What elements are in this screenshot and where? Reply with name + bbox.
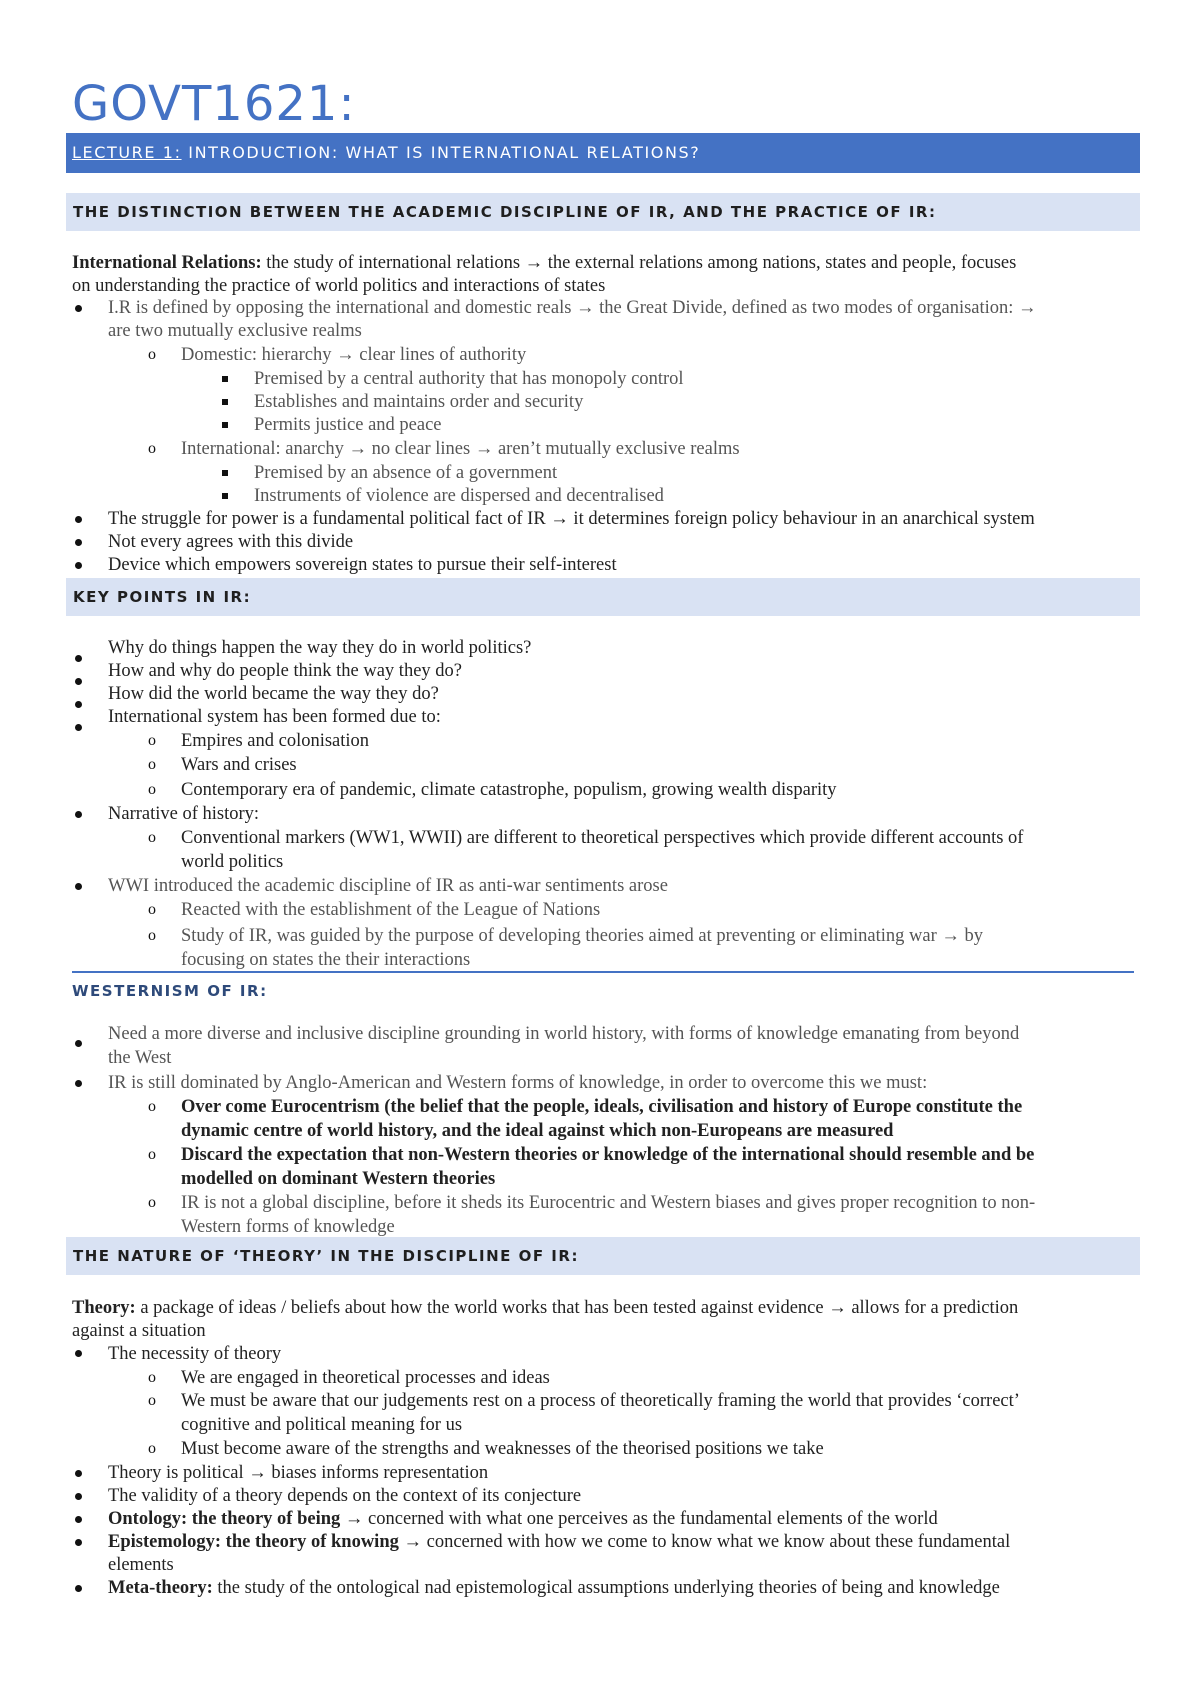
definition-term: Theory: [72,1298,136,1318]
list-item [108,1577,1000,1599]
bullet-circle: o [148,901,156,918]
lecture-label: LECTURE 1: [72,143,182,162]
list-item: Empires and colonisation [181,731,370,751]
bullet-dot [75,655,82,662]
list-item: Contemporary era of pandemic, climate catastrophe, populism, growing wealth disparity [181,780,837,800]
bullet-square [222,470,228,476]
list-item: Permits justice and peace [254,415,442,435]
list-item: Not every agrees with this divide [108,532,354,552]
bullet-dot [75,811,82,818]
list-item: Reacted with the establishment of the League of Nations [181,900,601,920]
list-item: Domestic: hierarchy → clear lines of authority [181,345,527,365]
definition-ir [72,252,1016,274]
list-item: Must become aware of the strengths and weaknesses of the theorised positions we take [181,1439,824,1459]
list-item-cont: are two mutually exclusive realms [108,321,362,341]
term-text: the study of the ontological nad epistemological assumptions underlying theories of being and knowledge [212,1578,1000,1598]
lecture-banner [66,133,1140,173]
bullet-dot [75,678,82,685]
list-item: International: anarchy → no clear lines → aren’t mutually exclusive realms [181,439,740,459]
list-item: Wars and crises [181,755,297,775]
bullet-circle: o [148,440,156,457]
list-item: Narrative of history: [108,804,260,824]
list-item: Conventional markers (WW1, WWII) are different to theoretical perspectives which provide different accounts of [181,828,1024,848]
list-item: We must be aware that our judgements rest on a process of theoretically framing the world that provides ‘correct’ [181,1391,1020,1411]
bullet-square [222,376,228,382]
bullet-dot [75,305,82,312]
list-item [108,1508,938,1530]
term-epistemology: Epistemology: the theory of knowing [108,1532,399,1552]
section-heading-westernism: WESTERNISM OF IR: [72,982,268,1000]
list-item: Instruments of violence are dispersed and decentralised [254,486,664,506]
bullet-dot [75,1470,82,1477]
bullet-dot [75,701,82,708]
list-item: Study of IR, was guided by the purpose of developing theories aimed at preventing or eliminating war → by [181,926,984,946]
list-item-cont: Western forms of knowledge [181,1217,395,1237]
bullet-dot [75,1350,82,1357]
bullet-dot [75,516,82,523]
term-ontology: Ontology: the theory of being [108,1509,341,1529]
bullet-dot [75,1040,82,1047]
bullet-circle: o [148,1194,156,1211]
bullet-circle: o [148,1440,156,1457]
bullet-circle: o [148,1098,156,1115]
definition-ir-cont: on understanding the practice of world politics and interactions of states [72,276,606,296]
bullet-dot [75,1539,82,1546]
list-item: The struggle for power is a fundamental political fact of IR → it determines foreign policy behaviour in an anarchical system [108,509,1035,529]
list-item: Premised by an absence of a government [254,463,558,483]
list-item-cont: world politics [181,852,284,872]
bullet-circle: o [148,927,156,944]
bullet-square [222,399,228,405]
document-title: GOVT1621: [72,76,356,132]
bullet-dot [75,1585,82,1592]
bullet-circle: o [148,346,156,363]
list-item: IR is not a global discipline, before it sheds its Eurocentric and Western biases and gives proper recognition to non- [181,1193,1036,1213]
bullet-square [222,422,228,428]
list-item: Establishes and maintains order and security [254,392,584,412]
list-item: Why do things happen the way they do in world politics? [108,638,532,658]
bullet-dot [75,724,82,731]
list-item: IR is still dominated by Anglo-American and Western forms of knowledge, in order to overcome this we must: [108,1073,928,1093]
term-text: → concerned with how we come to know what we know about these fundamental [398,1532,1011,1552]
list-item: The validity of a theory depends on the context of its conjecture [108,1486,582,1506]
bullet-circle: o [148,756,156,773]
definition-term: International Relations: [72,253,262,273]
bullet-dot [75,1080,82,1087]
term-meta-theory: Meta-theory: [108,1578,213,1598]
list-item-cont: the West [108,1048,172,1068]
list-item: Device which empowers sovereign states to pursue their self-interest [108,555,617,575]
bullet-dot [75,539,82,546]
section-divider [72,971,1134,973]
list-item: The necessity of theory [108,1344,282,1364]
bullet-dot [75,883,82,890]
section-heading-key-points: KEY POINTS IN IR: [66,578,1140,616]
list-item: Need a more diverse and inclusive discipline grounding in world history, with forms of knowledge emanating from beyond [108,1024,1020,1044]
definition-theory [72,1297,1018,1319]
list-item: WWI introduced the academic discipline of IR as anti-war sentiments arose [108,876,668,896]
list-item: Discard the expectation that non-Western theories or knowledge of the international should resemble and be [181,1145,1035,1165]
list-item [108,1531,1010,1553]
definition-text: a package of ideas / beliefs about how the world works that has been tested against evidence → allows for a prediction [135,1298,1019,1318]
list-item-cont: cognitive and political meaning for us [181,1415,463,1435]
bullet-dot [75,562,82,569]
list-item: We are engaged in theoretical processes and ideas [181,1368,550,1388]
list-item: How did the world became the way they do? [108,684,439,704]
section-heading-theory: THE NATURE OF ‘THEORY’ IN THE DISCIPLINE OF IR: [66,1237,1140,1275]
bullet-circle: o [148,1392,156,1409]
list-item-cont: elements [108,1555,174,1575]
bullet-circle: o [148,1146,156,1163]
bullet-circle: o [148,1369,156,1386]
bullet-circle: o [148,829,156,846]
list-item-cont: modelled on dominant Western theories [181,1169,496,1189]
list-item-cont: dynamic centre of world history, and the ideal against which non-Europeans are measured [181,1121,894,1141]
list-item: Theory is political → biases informs representation [108,1463,489,1483]
list-item: I.R is defined by opposing the international and domestic reals → the Great Divide, defined as two modes of organisation: → [108,298,1037,318]
list-item: International system has been formed due to: [108,707,441,727]
list-item: How and why do people think the way they do? [108,661,462,681]
bullet-square [222,493,228,499]
term-text: → concerned with what one perceives as the fundamental elements of the world [340,1509,938,1529]
definition-text: the study of international relations → the external relations among nations, states and people, focuses [261,253,1017,273]
bullet-dot [75,1493,82,1500]
definition-theory-cont: against a situation [72,1321,206,1341]
list-item: Premised by a central authority that has monopoly control [254,369,684,389]
list-item-cont: focusing on states the their interactions [181,950,471,970]
lecture-title: INTRODUCTION: WHAT IS INTERNATIONAL RELATIONS? [181,143,701,162]
bullet-circle: o [148,781,156,798]
list-item: Over come Eurocentrism (the belief that the people, ideals, civilisation and history of Europe constitute the [181,1097,1023,1117]
section-heading-distinction: THE DISTINCTION BETWEEN THE ACADEMIC DISCIPLINE OF IR, AND THE PRACTICE OF IR: [66,193,1140,231]
bullet-circle: o [148,732,156,749]
bullet-dot [75,1516,82,1523]
